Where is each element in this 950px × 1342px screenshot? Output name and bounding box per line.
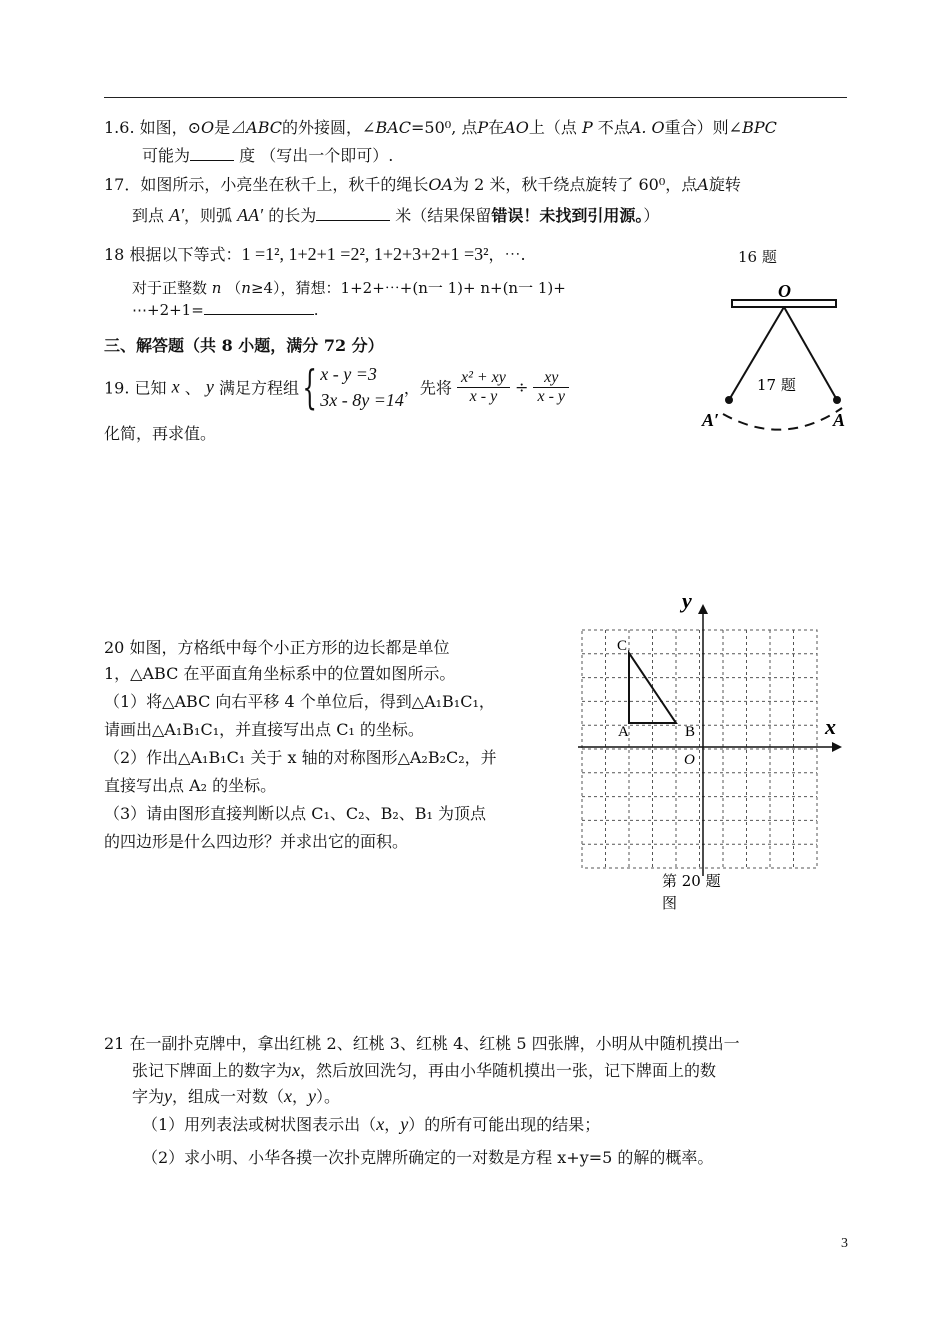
q20-line2: 1，△ABC 在平面直角坐标系中的位置如图所示。 <box>104 664 456 683</box>
q19-line2: 化简，再求值。 <box>104 424 217 443</box>
answer-blank <box>190 144 234 161</box>
q16-line1: 1.6. 如图，⊙O是⊿ABC的外接圆，∠BAC=50⁰, 点P在AO上（点 P 不点A. O重合）则∠BPC <box>104 118 777 137</box>
q20-line6: 直接写出点 A₂ 的坐标。 <box>104 776 277 795</box>
q21-line5: （2）求小明、小华各摸一次扑克牌所确定的一对数是方程 x+y=5 的解的概率。 <box>142 1148 714 1167</box>
point-a-prime <box>725 396 733 404</box>
figure-20-caption-2: 图 <box>662 894 678 912</box>
figure-17-swing <box>700 276 850 451</box>
q19-line1: 19. 已知 x 、 y 满足方程组{ x - y =3 3x - 8y =14 ，先将 $\frac{\text{x² + xy}}{x - y}$ ÷ $\frac{xy}{x - y}$ <box>104 360 569 420</box>
q18-line1: 18 根据以下等式：1 =1², 1+2+1 =2², 1+2+3+2+1 =3²，⋯. <box>104 244 526 264</box>
answer-blank <box>204 298 314 315</box>
origin-label: O <box>684 752 695 768</box>
q21-line4: （1）用列表法或树状图表示出（x，y）的所有可能出现的结果； <box>142 1114 601 1134</box>
fraction-1: $\frac{\text{x² + xy}}{x - y}$ <box>457 369 510 406</box>
equation-system: x - y =3 3x - 8y =14 <box>320 364 404 410</box>
page-number: 3 <box>841 1236 848 1251</box>
swing-arc <box>723 408 842 430</box>
q21-line1: 21 在一副扑克牌中，拿出红桃 2、红桃 3、红桃 4、红桃 5 四张牌，小明从中随机摸出一 <box>104 1034 740 1053</box>
point-a <box>833 396 841 404</box>
q16-line2: 可能为 度 （写出一个即可）. <box>142 146 394 165</box>
label-a: A <box>833 410 846 430</box>
label-a-prime: A′ <box>702 410 720 430</box>
q20-line8: 的四边形是什么四边形？并求出它的面积。 <box>104 832 409 851</box>
q17-line2: 到点 A′，则弧 AA′ 的长为 米（结果保留错误！未找到引用源。） <box>132 205 660 225</box>
fraction-2: $\frac{xy}{x - y}$ <box>533 369 569 406</box>
label-o: O <box>778 281 791 301</box>
q20-line5: （2）作出△A₁B₁C₁ 关于 x 轴的对称图形△A₂B₂C₂，并 <box>104 748 497 767</box>
q18-line2: 对于正整数 n （n≥4），猜想：1+2+⋯+(n一 1)+ n+(n一 1)+ <box>132 279 566 297</box>
y-axis-arrow-icon <box>698 604 708 614</box>
q17-line1: 17．如图所示，小亮坐在秋千上，秋千的绳长OA为 2 米，秋千绕点旋转了 60⁰，点A旋转 <box>104 175 741 194</box>
grid-lines <box>582 630 817 868</box>
figure-17-label: 17 题 <box>757 376 796 394</box>
vertex-label-b: B <box>685 724 696 740</box>
triangle-abc <box>629 653 676 723</box>
q20-line1: 20 如图，方格纸中每个小正方形的边长都是单位 <box>104 638 450 657</box>
axis-label-x: x <box>825 714 836 739</box>
q20-line3: （1）将△ABC 向右平移 4 个单位后，得到△A₁B₁C₁， <box>104 692 495 711</box>
q20-line7: （3）请由图形直接判断以点 C₁、C₂、B₂、B₁ 为顶点 <box>104 804 487 823</box>
q18-line3: ⋯+2+1= . <box>132 298 319 322</box>
answer-blank <box>316 204 390 221</box>
figure-20-caption: 第 20 题 <box>662 872 721 890</box>
section-three-title: 三、解答题（共 8 小题，满分 72 分） <box>104 336 384 355</box>
q20-line4: 请画出△A₁B₁C₁，并直接写出点 C₁ 的坐标。 <box>104 720 424 739</box>
header-rule <box>104 97 847 98</box>
swing-beam <box>732 300 836 307</box>
vertex-label-c: C <box>617 638 628 654</box>
figure-20-grid <box>570 586 850 916</box>
q21-line2: 张记下牌面上的数字为x，然后放回洗匀，再由小华随机摸出一张，记下牌面上的数 <box>132 1060 717 1080</box>
vertex-label-a: A <box>618 724 629 740</box>
q21-line3: 字为y，组成一对数（x，y）。 <box>132 1086 341 1106</box>
axis-label-y: y <box>682 588 692 613</box>
figure-16-label: 16 题 <box>738 248 777 266</box>
x-axis-arrow-icon <box>832 742 842 752</box>
